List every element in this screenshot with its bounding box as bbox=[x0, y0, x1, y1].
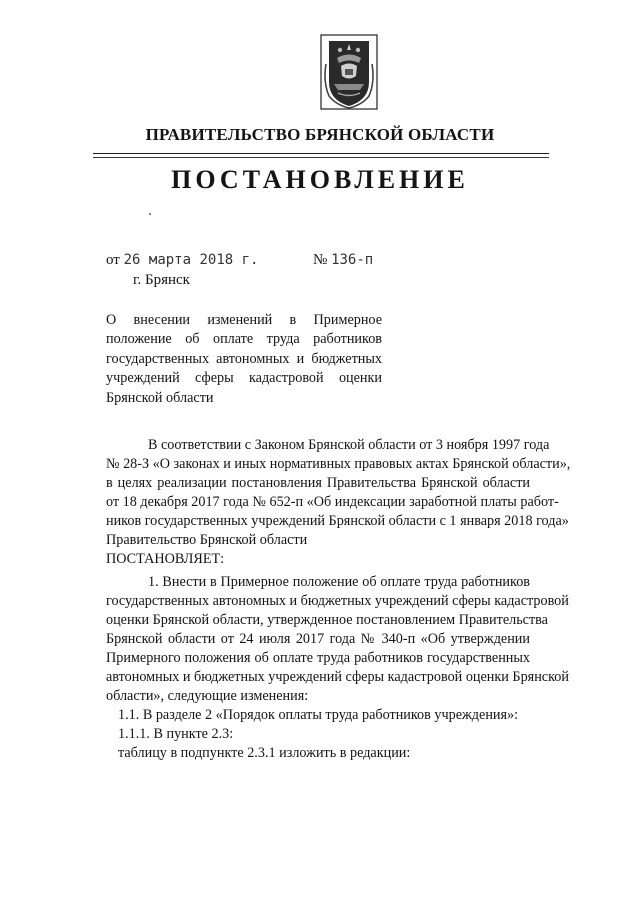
text-line: в целях реализации постановления Правительства Брянской области bbox=[106, 475, 530, 491]
text-line: Примерного положения об оплате труда работников государственных bbox=[106, 650, 530, 666]
text-line: В соответствии с Законом Брянской области от 3 ноября 1997 года bbox=[148, 437, 550, 453]
document-type-title: ПОСТАНОВЛЕНИЕ bbox=[171, 165, 469, 194]
document-date: 26 марта 2018 г. bbox=[123, 252, 259, 268]
text-line: 1. Внести в Примерное положение об оплате труда работников bbox=[148, 574, 530, 590]
text-line: 1.1.1. В пункте 2.3: bbox=[118, 726, 234, 742]
item-1-paragraph bbox=[106, 573, 569, 763]
text-line: ников государственных учреждений Брянской области с 1 января 2018 года» bbox=[106, 513, 569, 529]
subject-line: учреждений сферы кадастровой оценки bbox=[106, 370, 382, 387]
text-line: Правительство Брянской области bbox=[106, 532, 308, 548]
number-prefix: № bbox=[313, 252, 328, 268]
text-line: области», следующие изменения: bbox=[106, 688, 309, 704]
scan-speck bbox=[149, 213, 151, 215]
subject-line: Брянской области bbox=[106, 389, 214, 406]
text-line: государственных автономных и бюджетных учреждений сферы кадастровой bbox=[106, 593, 569, 609]
text-line: 1.1. В разделе 2 «Порядок оплаты труда работников учреждения»: bbox=[118, 707, 519, 723]
header-rule-thin bbox=[93, 157, 549, 158]
text-line: № 28-З «О законах и иных нормативных правовых актах Брянской области», bbox=[106, 456, 571, 472]
preamble-paragraph bbox=[106, 436, 571, 569]
header-rule-thick bbox=[93, 153, 549, 154]
subject-line: государственных автономных и бюджетных bbox=[106, 350, 382, 367]
subject-line: положение об оплате труда работников bbox=[106, 331, 382, 348]
text-line: Брянской области от 24 июля 2017 года № 340-п «Об утверждении bbox=[106, 631, 530, 647]
text-line: автономных и бюджетных учреждений сферы кадастровой оценки Брянской bbox=[106, 669, 569, 685]
document-number: 136-п bbox=[331, 252, 374, 268]
document-city: г. Брянск bbox=[133, 272, 190, 288]
date-prefix: от bbox=[106, 252, 120, 268]
date-line bbox=[106, 252, 258, 269]
text-line: оценки Брянской области, утвержденное постановлением Правительства bbox=[106, 612, 548, 628]
subject-line: О внесении изменений в Примерное bbox=[106, 312, 382, 328]
coat-of-arms-emblem bbox=[320, 34, 378, 110]
organization-title: ПРАВИТЕЛЬСТВО БРЯНСКОЙ ОБЛАСТИ bbox=[145, 125, 495, 144]
number-line bbox=[313, 252, 373, 269]
text-line: от 18 декабря 2017 года № 652-п «Об индексации заработной платы работ- bbox=[106, 494, 559, 510]
text-line: таблицу в подпункте 2.3.1 изложить в редакции: bbox=[118, 745, 411, 761]
document-subject bbox=[106, 311, 382, 408]
text-line: ПОСТАНОВЛЯЕТ: bbox=[106, 551, 225, 567]
